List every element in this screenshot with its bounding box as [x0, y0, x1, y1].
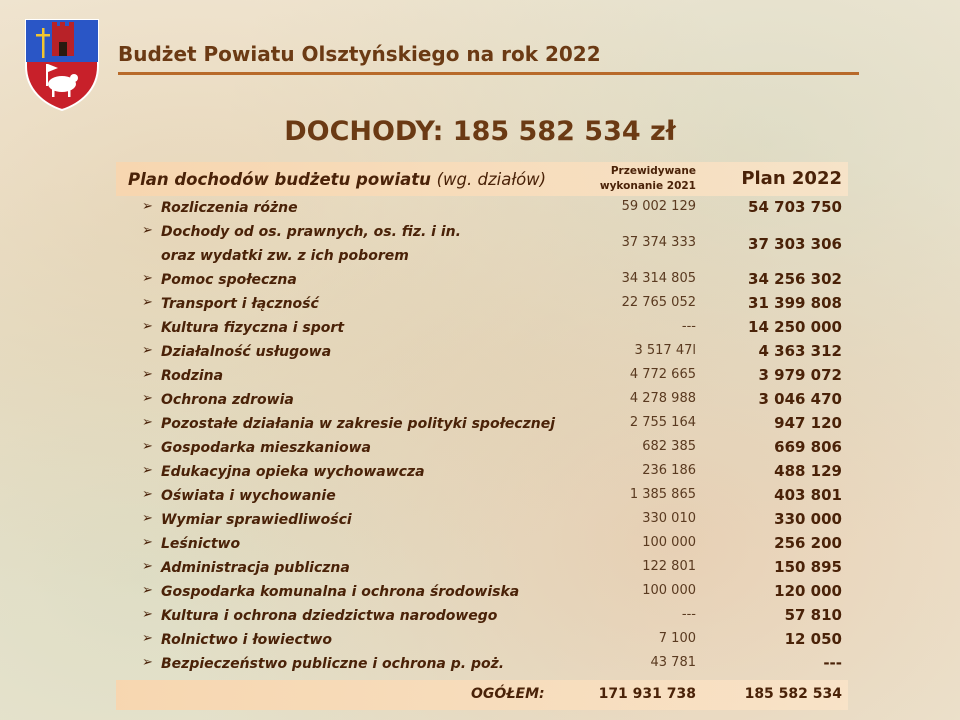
column-header-forecast: Przewidywane wykonanie 2021	[599, 165, 696, 192]
arrow-bullet-icon: ➢	[142, 487, 153, 502]
title-divider	[118, 72, 859, 75]
row-plan-value: 3 046 470	[758, 390, 842, 408]
table-row	[116, 604, 848, 628]
row-plan-value: 120 000	[774, 582, 842, 600]
row-forecast-value: 330 010	[642, 511, 696, 526]
arrow-bullet-icon: ➢	[142, 655, 153, 670]
revenue-headline: DOCHODY: 185 582 534 zł	[284, 116, 676, 147]
row-name: Kultura i ochrona dziedzictwa narodowego	[161, 608, 498, 624]
table-row	[116, 268, 848, 292]
row-plan-value: 330 000	[774, 510, 842, 528]
row-plan-value: 403 801	[774, 486, 842, 504]
table-row	[116, 460, 848, 484]
arrow-bullet-icon: ➢	[142, 367, 153, 382]
table-row	[116, 220, 848, 268]
arrow-bullet-icon: ➢	[142, 439, 153, 454]
total-forecast-value: 171 931 738	[598, 686, 696, 702]
table-row	[116, 652, 848, 676]
row-plan-value: 669 806	[774, 438, 842, 456]
row-name: Bezpieczeństwo publiczne i ochrona p. poż.	[161, 656, 505, 672]
arrow-bullet-icon: ➢	[142, 391, 153, 406]
row-name: Ochrona zdrowia	[161, 392, 294, 408]
table-row	[116, 436, 848, 460]
table-header-note: (wg. działów)	[436, 170, 547, 189]
table-row	[116, 556, 848, 580]
total-label: OGÓŁEM:	[471, 686, 545, 702]
arrow-bullet-icon: ➢	[142, 199, 153, 214]
table-row	[116, 196, 848, 220]
row-plan-value: 488 129	[774, 462, 842, 480]
row-name: Wymiar sprawiedliwości	[161, 512, 352, 528]
row-forecast-value: 100 000	[642, 535, 696, 550]
table-row	[116, 580, 848, 604]
arrow-bullet-icon: ➢	[142, 559, 153, 574]
table-header-label: Plan dochodów budżetu powiatu (wg. działów)	[128, 170, 547, 189]
table-row	[116, 340, 848, 364]
row-plan-value: 12 050	[784, 630, 842, 648]
arrow-bullet-icon: ➢	[142, 415, 153, 430]
row-forecast-value: 4 278 988	[629, 391, 696, 406]
row-name: Administracja publiczna	[161, 560, 350, 576]
revenue-table	[116, 162, 848, 710]
table-row	[116, 364, 848, 388]
arrow-bullet-icon: ➢	[142, 583, 153, 598]
row-plan-value: 3 979 072	[758, 366, 842, 384]
table-row	[116, 316, 848, 340]
row-plan-value: ---	[823, 654, 842, 672]
row-forecast-value: 43 781	[650, 655, 696, 670]
row-name: Kultura fizyczna i sport	[161, 320, 345, 336]
row-forecast-value: 59 002 129	[621, 199, 696, 214]
arrow-bullet-icon: ➢	[142, 271, 153, 286]
row-name: Dochody od os. prawnych, os. fiz. i in. oraz wydatki zw. z ich poborem	[161, 224, 461, 264]
table-header	[116, 162, 848, 196]
row-name: Leśnictwo	[161, 536, 241, 552]
row-name: Edukacyjna opieka wychowawcza	[161, 464, 425, 480]
row-forecast-value: 236 186	[642, 463, 696, 478]
arrow-bullet-icon: ➢	[142, 343, 153, 358]
table-row	[116, 508, 848, 532]
row-forecast-value: 682 385	[642, 439, 696, 454]
arrow-bullet-icon: ➢	[142, 295, 153, 310]
arrow-bullet-icon: ➢	[142, 511, 153, 526]
row-name: Transport i łączność	[161, 296, 319, 312]
row-forecast-value: 122 801	[642, 559, 696, 574]
table-row	[116, 412, 848, 436]
row-name: Gospodarka komunalna i ochrona środowiska	[161, 584, 520, 600]
arrow-bullet-icon: ➢	[142, 463, 153, 478]
row-forecast-value: 100 000	[642, 583, 696, 598]
row-name: Gospodarka mieszkaniowa	[161, 440, 371, 456]
row-name: Pozostałe działania w zakresie polityki społecznej	[161, 416, 556, 432]
table-row	[116, 292, 848, 316]
table-row	[116, 532, 848, 556]
arrow-bullet-icon: ➢	[142, 223, 153, 238]
row-name: Działalność usługowa	[161, 344, 332, 360]
arrow-bullet-icon: ➢	[142, 319, 153, 334]
row-forecast-value: 7 100	[658, 631, 696, 646]
row-plan-value: 34 256 302	[748, 270, 842, 288]
row-name: Rodzina	[161, 368, 224, 384]
arrow-bullet-icon: ➢	[142, 631, 153, 646]
row-plan-value: 31 399 808	[748, 294, 842, 312]
page-title: Budżet Powiatu Olsztyńskiego na rok 2022	[118, 42, 601, 66]
arrow-bullet-icon: ➢	[142, 535, 153, 550]
row-name: Rozliczenia różne	[161, 200, 298, 216]
row-name: Pomoc społeczna	[161, 272, 297, 288]
row-forecast-value: 1 385 865	[629, 487, 696, 502]
coat-of-arms-icon	[22, 16, 102, 112]
row-forecast-value: 2 755 164	[629, 415, 696, 430]
row-plan-value: 57 810	[784, 606, 842, 624]
row-plan-value: 37 303 306	[748, 235, 842, 253]
row-plan-value: 150 895	[774, 558, 842, 576]
table-row	[116, 388, 848, 412]
row-forecast-value: 34 314 805	[621, 271, 696, 286]
table-row	[116, 484, 848, 508]
row-forecast-value: 22 765 052	[621, 295, 696, 310]
row-forecast-value: ---	[681, 607, 696, 622]
row-forecast-value: 4 772 665	[629, 367, 696, 382]
row-forecast-value: ---	[681, 319, 696, 334]
row-plan-value: 947 120	[774, 414, 842, 432]
row-plan-value: 14 250 000	[748, 318, 842, 336]
arrow-bullet-icon: ➢	[142, 607, 153, 622]
row-forecast-value: 37 374 333	[621, 235, 696, 250]
total-plan-value: 185 582 534	[744, 686, 842, 702]
row-forecast-value: 3 517 47l	[634, 343, 696, 358]
row-plan-value: 4 363 312	[758, 342, 842, 360]
row-name: Rolnictwo i łowiectwo	[161, 632, 332, 648]
row-plan-value: 256 200	[774, 534, 842, 552]
column-header-plan: Plan 2022	[741, 168, 842, 189]
row-name: Oświata i wychowanie	[161, 488, 336, 504]
table-row	[116, 628, 848, 652]
table-total-row	[116, 680, 848, 710]
row-plan-value: 54 703 750	[748, 198, 842, 216]
